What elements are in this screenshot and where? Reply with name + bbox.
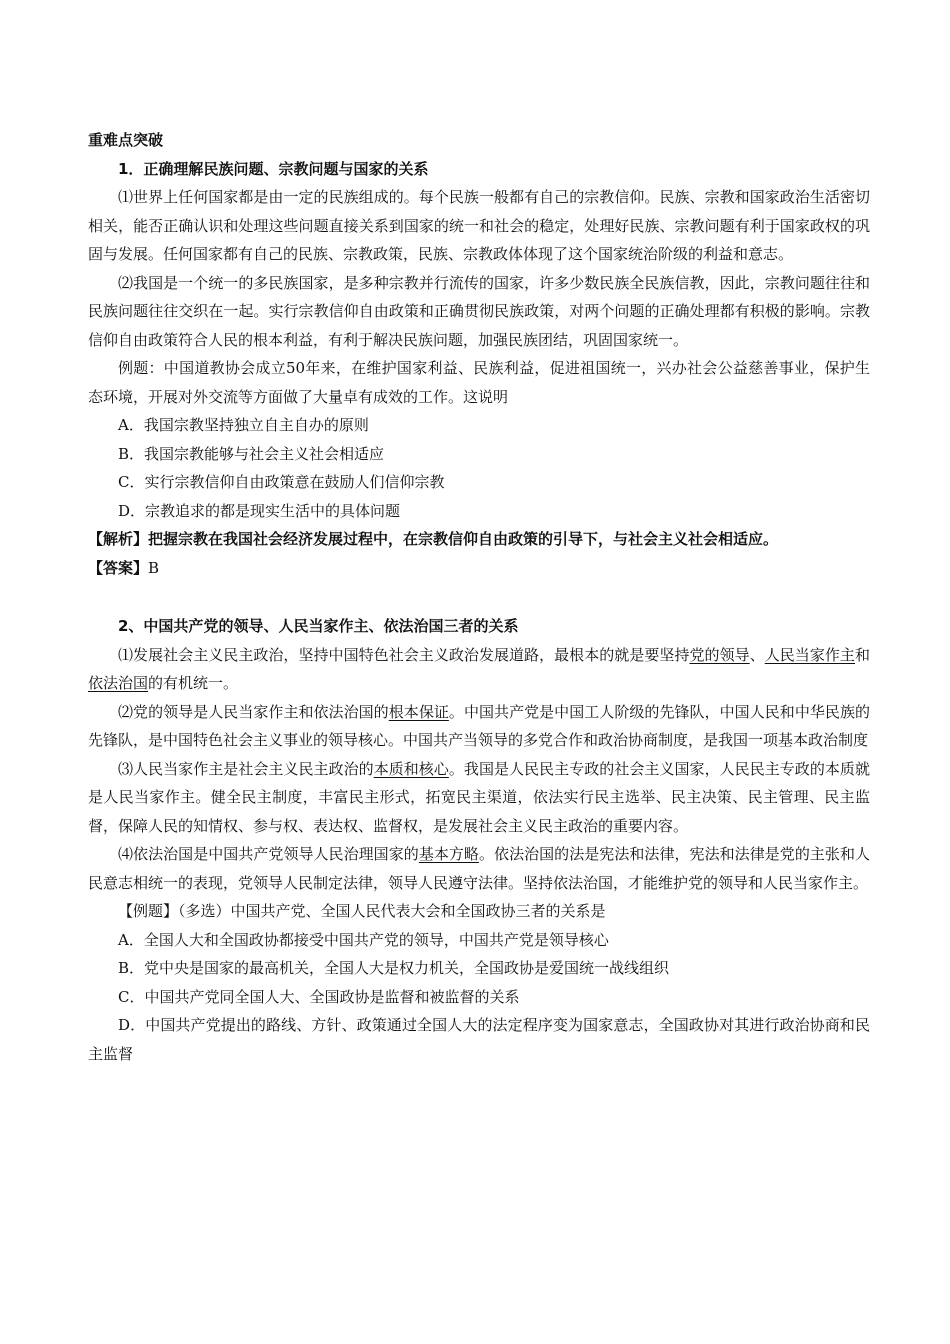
section2-paragraph-4: ⑷依法治国是中国共产党领导人民治理国家的基本方略。依法治国的法是宪法和法律，宪法和法律是党的主张和人民意志相统一的表现，党领导人民制定法律，领导人民遵守法律。坚持依法治国，才能维护党的领导和人民当家作主。 xyxy=(88,845,870,892)
option-c: C．中国共产党同全国人大、全国政协是监督和被监督的关系 xyxy=(118,987,520,1006)
underline-essence-core: 本质和核心 xyxy=(373,759,449,778)
option-d: D．宗教追求的都是现实生活中的具体问题 xyxy=(118,501,401,520)
analysis: 【解析】把握宗教在我国社会经济发展过程中，在宗教信仰自由政策的引导下，与社会主义社会相适应。 xyxy=(88,530,779,548)
underline-basic-strategy: 基本方略 xyxy=(418,845,479,863)
section1-example: 例题：中国道教协会成立50年来，在维护国家利益、民族利益，促进祖国统一，兴办社会公益慈善事业，保护生态环境，开展对外交流等方面做了大量卓有成效的工作。这说明 xyxy=(88,359,870,406)
answer xyxy=(88,554,870,583)
section1-paragraph-2: ⑵我国是一个统一的多民族国家，是多种宗教并行流传的国家，许多少数民族全民族信教，因此，宗教问题往往和民族问题往往交织在一起。实行宗教信仰自由政策和正确贯彻民族政策，对两个问题的正确处理都有积极的影响。宗教信仰自由政策符合人民的根本利益，有利于解决民族问题，加强民族团结，巩固国家统一。 xyxy=(88,273,870,349)
section2-example: 【例题】（多选）中国共产党、全国人民代表大会和全国政协三者的关系是 xyxy=(118,902,606,920)
option-c: C．实行宗教信仰自由政策意在鼓励人们信仰宗教 xyxy=(118,473,445,491)
answer-value: B xyxy=(148,558,160,577)
option-d: D．中国共产党提出的路线、方针、政策通过全国人大的法定程序变为国家意志，全国政协对其进行政治协商和民主监督 xyxy=(88,1016,870,1063)
page-title: 重难点突破 xyxy=(88,131,164,149)
option-b: B．党中央是国家的最高机关，全国人大是权力机关，全国政协是爱国统一战线组织 xyxy=(118,959,670,977)
underline-party-leadership: 党的领导 xyxy=(689,645,750,664)
section-gap xyxy=(88,582,870,612)
underline-people-masters: 人民当家作主 xyxy=(764,645,855,664)
underline-fundamental-guarantee: 根本保证 xyxy=(388,702,449,721)
option-a: A．全国人大和全国政协都接受中国共产党的领导，中国共产党是领导核心 xyxy=(118,930,609,949)
document-page xyxy=(88,126,870,1068)
section2-paragraph-1: ⑴发展社会主义民主政治，坚持中国特色社会主义政治发展道路，最根本的就是要坚持党的领导、人民当家作主和依法治国的有机统一。 xyxy=(88,645,870,692)
answer-label: 【答案】 xyxy=(88,558,149,577)
section1-paragraph-1: ⑴世界上任何国家都是由一定的民族组成的。每个民族一般都有自己的宗教信仰。民族、宗教和国家政治生活密切相关，能否正确认识和处理这些问题直接关系到国家的统一和社会的稳定，处理好民族、宗教问题有利于国家政权的巩固与发展。任何国家都有自己的民族、宗教政策，民族、宗教政体体现了这个国家统治阶级的利益和意志。 xyxy=(88,188,870,263)
underline-rule-of-law: 依法治国 xyxy=(88,674,149,692)
section2-heading: 2、中国共产党的领导、人民当家作主、依法治国三者的关系 xyxy=(118,617,519,635)
option-a: A．我国宗教坚持独立自主自办的原则 xyxy=(118,416,369,434)
option-b: B．我国宗教能够与社会主义社会相适应 xyxy=(118,444,385,463)
section2-paragraph-2: ⑵党的领导是人民当家作主和依法治国的根本保证。中国共产党是中国工人阶级的先锋队，中国人民和中华民族的先锋队，是中国特色社会主义事业的领导核心。中国共产当领导的多党合作和政治协商制度，是我国一项基本政治制度 xyxy=(88,702,870,749)
section2-paragraph-3: ⑶人民当家作主是社会主义民主政治的本质和核心。我国是人民民主专政的社会主义国家，人民民主专政的本质就是人民当家作主。健全民主制度，丰富民主形式，拓宽民主渠道，依法实行民主选举、民主决策、民主管理、民主监督，保障人民的知情权、参与权、表达权、监督权，是发展社会主义民主政治的重要内容。 xyxy=(88,759,870,835)
section1-heading: 1．正确理解民族问题、宗教问题与国家的关系 xyxy=(118,159,429,178)
